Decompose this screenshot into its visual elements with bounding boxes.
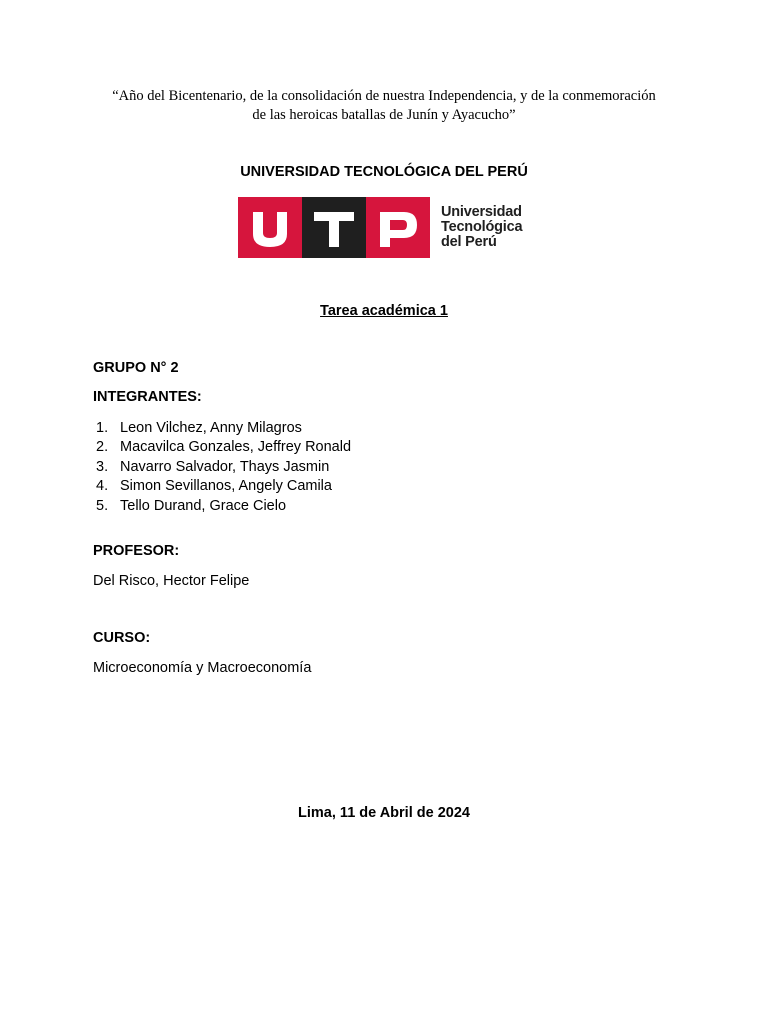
professor-name: Del Risco, Hector Felipe <box>93 573 250 589</box>
list-item <box>96 419 351 438</box>
member-name: Leon Vilchez, Anny Milagros <box>120 420 302 436</box>
logo-wordmark <box>441 205 533 250</box>
document-date: Lima, 11 de Abril de 2024 <box>298 805 470 821</box>
assignment-title: Tarea académica 1 <box>320 303 448 319</box>
list-item <box>96 497 351 516</box>
list-number: 4. <box>96 478 109 495</box>
utp-logo <box>238 197 530 258</box>
member-name: Macavilca Gonzales, Jeffrey Ronald <box>120 439 352 456</box>
logo-block-p <box>366 197 430 258</box>
member-name: Simon Sevillanos, Angely Camila <box>120 478 332 495</box>
list-item <box>96 458 351 477</box>
list-number: 3. <box>96 458 109 475</box>
members-label: INTEGRANTES: <box>93 389 202 405</box>
list-item <box>96 438 351 457</box>
list-number: 5. <box>96 497 109 514</box>
motto-line-1: “Año del Bicentenario, de la consolidación de nuestra Independencia, y de la conmemoración <box>112 88 656 104</box>
professor-label: PROFESOR: <box>93 543 180 559</box>
list-item <box>96 477 351 496</box>
member-name: Tello Durand, Grace Cielo <box>120 497 287 514</box>
group-label: GRUPO N° 2 <box>93 360 179 376</box>
members-list <box>96 419 351 516</box>
logo-text-line: Tecnológica <box>441 219 523 235</box>
member-name: Navarro Salvador, Thays Jasmin <box>120 458 330 475</box>
logo-text-line: del Perú <box>441 234 497 250</box>
university-name: UNIVERSIDAD TECNOLÓGICA DEL PERÚ <box>240 164 528 180</box>
logo-block-u <box>238 197 302 258</box>
logo-text-line: Universidad <box>441 204 522 220</box>
motto-line-2: de las heroicas batallas de Junín y Ayacucho” <box>252 107 516 123</box>
list-number: 1. <box>96 420 109 436</box>
course-name: Microeconomía y Macroeconomía <box>93 660 312 676</box>
motto-heading <box>60 87 708 125</box>
logo-block-t <box>302 197 366 258</box>
course-label: CURSO: <box>93 630 151 646</box>
list-number: 2. <box>96 439 109 456</box>
